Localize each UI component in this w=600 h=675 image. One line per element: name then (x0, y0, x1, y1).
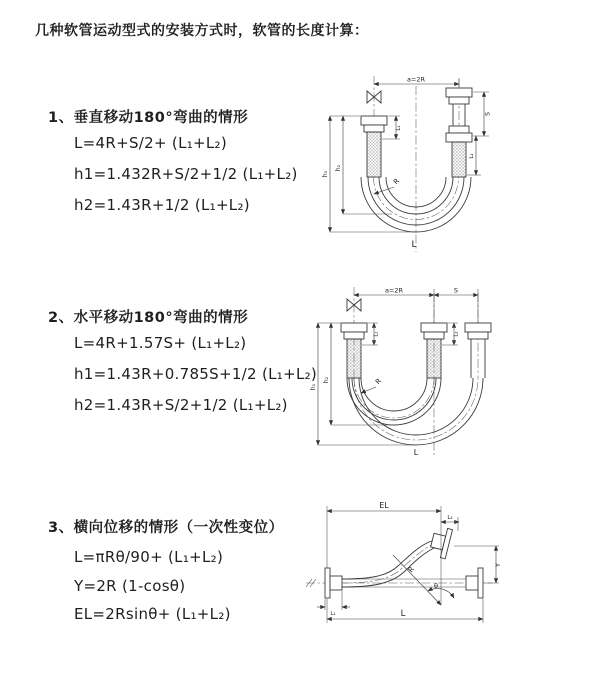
dim-label-l1: L₁ (373, 331, 380, 337)
dim-label-y: Y (494, 563, 502, 567)
left-flange (341, 323, 367, 332)
dim-label-l: L (411, 240, 417, 250)
diagram-lateral-displacement (296, 498, 596, 653)
diagram-horizontal-180-bend (306, 283, 596, 458)
hose-arc-pos1 (352, 378, 436, 420)
radius-label: R (392, 177, 402, 187)
hose-arc (368, 177, 464, 225)
dim-label-s: S (484, 112, 492, 116)
angle-label-theta: θ (434, 582, 438, 590)
left-hub (330, 576, 342, 590)
page-title: 几种软管运动型式的安装方式时，软管的长度计算： (35, 23, 369, 39)
section1-heading: 1、垂直移动180°弯曲的情形 (48, 110, 249, 126)
section2-formula-h1: h1=1.43R+0.785S+1/2 (L₁+L₂) (74, 365, 318, 383)
section2-formula-L: L=4R+1.57S+ (L₁+L₂) (74, 334, 247, 352)
left-braid (347, 339, 361, 378)
right-flange-plate (478, 568, 483, 598)
section3-heading: 3、横向位移的情形（一次性变位） (48, 520, 284, 536)
dim-label-l2: L₂ (447, 515, 453, 521)
dim-label-h2: h₂ (335, 164, 342, 172)
radius-label: R (406, 565, 417, 575)
hose-arc-pos2-inner (359, 378, 473, 435)
middle-nut (424, 332, 444, 339)
hose-curve-lower-wall (342, 546, 439, 587)
right-upper-nut (449, 97, 469, 104)
left-nut (364, 125, 384, 132)
dim-label-s: S (453, 286, 459, 295)
left-flange (361, 116, 387, 125)
dim-label-a2r: a=2R (406, 75, 426, 84)
hose-centerline-arc-2 (354, 378, 478, 440)
right-hub (466, 576, 478, 590)
middle-flange (421, 323, 447, 332)
section3-formula-L: L=πRθ/90+ (L₁+L₂) (74, 548, 224, 566)
right-lower-nut (449, 126, 469, 133)
dim-label-l2: L₂ (469, 153, 475, 159)
left-nut (344, 332, 364, 339)
section1-formula-h1: h1=1.432R+S/2+1/2 (L₁+L₂) (74, 165, 298, 183)
radius-line (393, 555, 441, 605)
dim-label-h2: h₂ (323, 376, 330, 384)
tilted-flange (429, 526, 453, 559)
dim-label-h1: h₁ (310, 383, 317, 391)
dim-label-l1: L₁ (396, 125, 402, 131)
hose-curve-centerline (342, 542, 437, 583)
section3-formula-EL: EL=2Rsinθ+ (L₁+L₂) (74, 605, 231, 623)
dim-label-el: EL (379, 501, 389, 510)
section1-formula-L: L=4R+S/2+ (L₁+L₂) (74, 134, 228, 152)
diagram-vertical-180-bend (316, 72, 596, 262)
middle-braid (427, 339, 441, 378)
right-lower-flange (446, 133, 472, 142)
radius-label: R (374, 377, 384, 387)
hose-centerline-arc-1 (354, 378, 434, 418)
right-flange (465, 323, 491, 332)
ext-line (318, 323, 416, 445)
dim-label-l2: L₂ (453, 331, 460, 337)
dim-label-l: L (400, 609, 406, 619)
hose-arc-pos1-inner (361, 378, 427, 411)
dim-label-h1: h₁ (322, 170, 329, 178)
right-nut (468, 332, 488, 339)
section2-heading: 2、水平移动180°弯曲的情形 (48, 310, 249, 326)
right-upper-flange (446, 88, 472, 97)
left-flange-plate (325, 568, 330, 598)
section1-formula-h2: h2=1.43R+1/2 (L₁+L₂) (74, 196, 250, 214)
section2-formula-h2: h2=1.43R+S/2+1/2 (L₁+L₂) (74, 396, 288, 414)
dim-label-a2r: a=2R (384, 286, 404, 295)
hose-curve-upper-wall (342, 540, 435, 579)
right-braid (452, 142, 466, 177)
section3-formula-Y: Y=2R (1-cosθ) (74, 577, 186, 595)
dim-label-l: L (413, 448, 419, 457)
left-braid (367, 132, 381, 177)
dim-label-l1: L₁ (330, 611, 336, 617)
